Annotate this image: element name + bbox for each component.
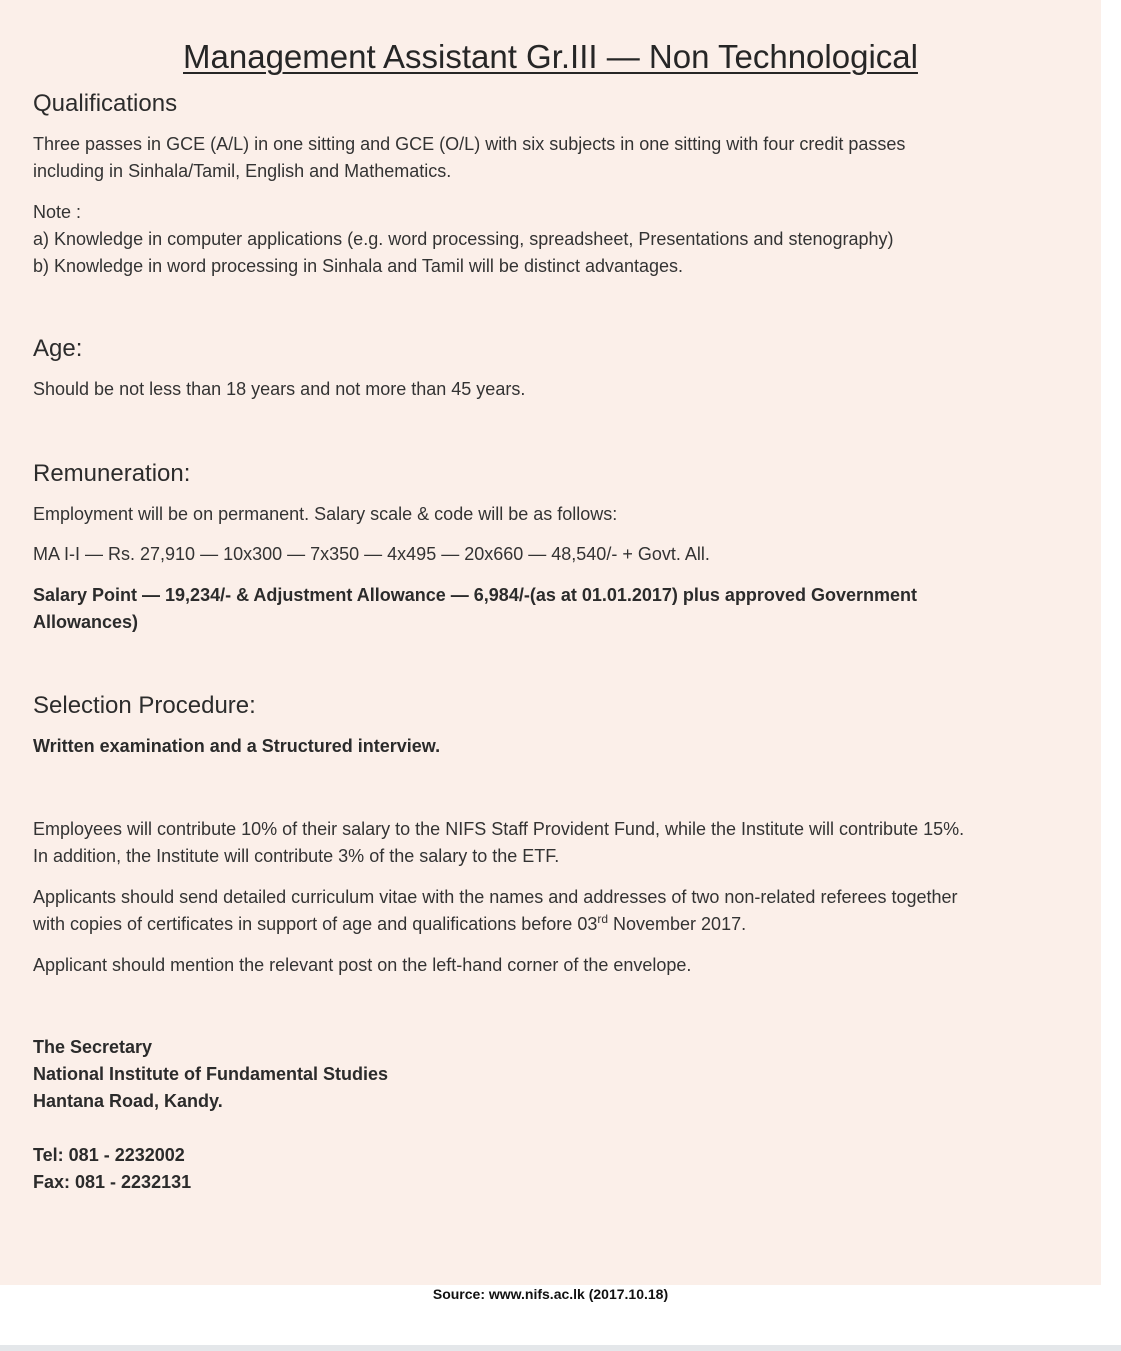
- qualifications-heading: Qualifications: [33, 90, 178, 117]
- remuneration-heading: Remuneration:: [33, 460, 191, 487]
- qualifications-text-line-2: including in Sinhala/Tamil, English and Mathematics.: [33, 161, 452, 181]
- telephone-line: Tel: 081 - 2232002: [33, 1145, 185, 1165]
- provident-fund-line-1: Employees will contribute 10% of their salary to the NIFS Staff Provident Fund, while the Institute will contribute 15%.: [33, 819, 965, 839]
- applicants-line-1: Applicants should send detailed curriculum vitae with the names and addresses of two non-related referees together: [33, 887, 958, 907]
- address-line-2: National Institute of Fundamental Studies: [33, 1064, 389, 1084]
- salary-scale-line: MA I-I — Rs. 27,910 — 10x300 — 7x350 — 4x495 — 20x660 — 48,540/- + Govt. All.: [33, 544, 710, 564]
- source-caption: Source: www.nifs.ac.lk (2017.10.18): [432, 1286, 669, 1302]
- selection-heading: Selection Procedure:: [33, 692, 256, 719]
- address-line-1: The Secretary: [33, 1037, 153, 1057]
- page-title: Management Assistant Gr.III — Non Technological: [183, 38, 918, 75]
- age-heading: Age:: [33, 335, 83, 362]
- envelope-note: Applicant should mention the relevant post on the left-hand corner of the envelope.: [33, 955, 692, 975]
- bottom-divider: [0, 1345, 1121, 1351]
- note-label: Note :: [33, 202, 82, 222]
- selection-text: Written examination and a Structured interview.: [33, 736, 441, 756]
- applicants-line-2-prefix: with copies of certificates in support of age and qualifications before 03: [33, 914, 598, 934]
- salary-point-line-2: Allowances): [33, 612, 139, 632]
- fax-line: Fax: 081 - 2232131: [33, 1172, 192, 1192]
- remuneration-text-line-1: Employment will be on permanent. Salary scale & code will be as follows:: [33, 504, 618, 524]
- ordinal-suffix: rd: [597, 912, 609, 926]
- note-item-a: a) Knowledge in computer applications (e.g. word processing, spreadsheet, Presentations and stenography): [33, 229, 894, 249]
- age-text: Should be not less than 18 years and not more than 45 years.: [33, 379, 526, 399]
- applicants-line-2: [33, 911, 746, 938]
- provident-fund-line-2: In addition, the Institute will contribute 3% of the salary to the ETF.: [33, 846, 560, 866]
- applicants-line-2-suffix: November 2017.: [608, 914, 747, 934]
- note-item-b: b) Knowledge in word processing in Sinhala and Tamil will be distinct advantages.: [33, 256, 684, 276]
- qualifications-text-line-1: Three passes in GCE (A/L) in one sitting and GCE (O/L) with six subjects in one sitting with four credit passes: [33, 134, 906, 154]
- salary-point-line-1: Salary Point — 19,234/- & Adjustment Allowance — 6,984/-(as at 01.01.2017) plus approved Government: [33, 585, 917, 605]
- address-line-3: Hantana Road, Kandy.: [33, 1091, 223, 1111]
